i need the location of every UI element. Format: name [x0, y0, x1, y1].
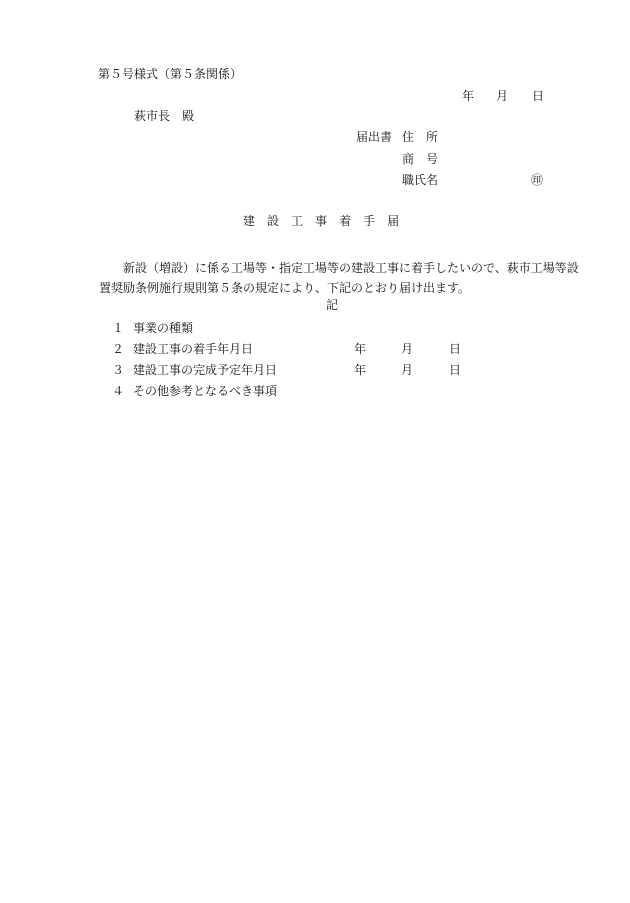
title-char: 建: [243, 214, 256, 228]
item-label: 建設工事の着手年月日: [133, 342, 254, 356]
addressee: 萩市長 殿: [134, 109, 195, 123]
title-char: 手: [363, 214, 376, 228]
completion-year-label: 年: [354, 363, 367, 377]
date-year-label: 年: [462, 89, 475, 103]
item-number: ２: [112, 342, 125, 356]
ki-heading: 記: [326, 298, 339, 312]
completion-month-label: 月: [401, 363, 414, 377]
date-day-label: 日: [532, 89, 545, 103]
item-number: ３: [112, 363, 125, 377]
start-year-label: 年: [354, 342, 367, 356]
applicant-address-label: 住 所: [402, 130, 439, 144]
start-month-label: 月: [401, 342, 414, 356]
body-paragraph: 新設（増設）に係る工場等・指定工場等の建設工事に着手したいので、萩市工場等設置奨励条例施行規則第５条の規定により、下記のとおり届け出ます。: [99, 261, 579, 295]
item-number: ４: [112, 384, 125, 398]
date-month-label: 月: [496, 89, 509, 103]
title-char: 着: [339, 214, 352, 228]
seal-mark: ㊞: [531, 173, 544, 187]
title-char: 届: [387, 214, 400, 228]
item-label: 建設工事の完成予定年月日: [133, 363, 278, 377]
title-char: 工: [291, 214, 304, 228]
title-char: 設: [267, 214, 280, 228]
completion-day-label: 日: [449, 363, 462, 377]
document-title: [243, 215, 411, 227]
applicant-trade-name-label: 商 号: [402, 152, 439, 166]
form-number-label: 第５号様式（第５条関係）: [98, 67, 243, 81]
applicant-caption: 届出書: [356, 130, 393, 144]
applicant-name-label: 職氏名: [402, 173, 439, 187]
title-char: 事: [315, 214, 328, 228]
item-label: その他参考となるべき事項: [133, 384, 278, 398]
item-number: １: [112, 321, 125, 335]
start-day-label: 日: [449, 342, 462, 356]
item-label: 事業の種類: [133, 321, 194, 335]
